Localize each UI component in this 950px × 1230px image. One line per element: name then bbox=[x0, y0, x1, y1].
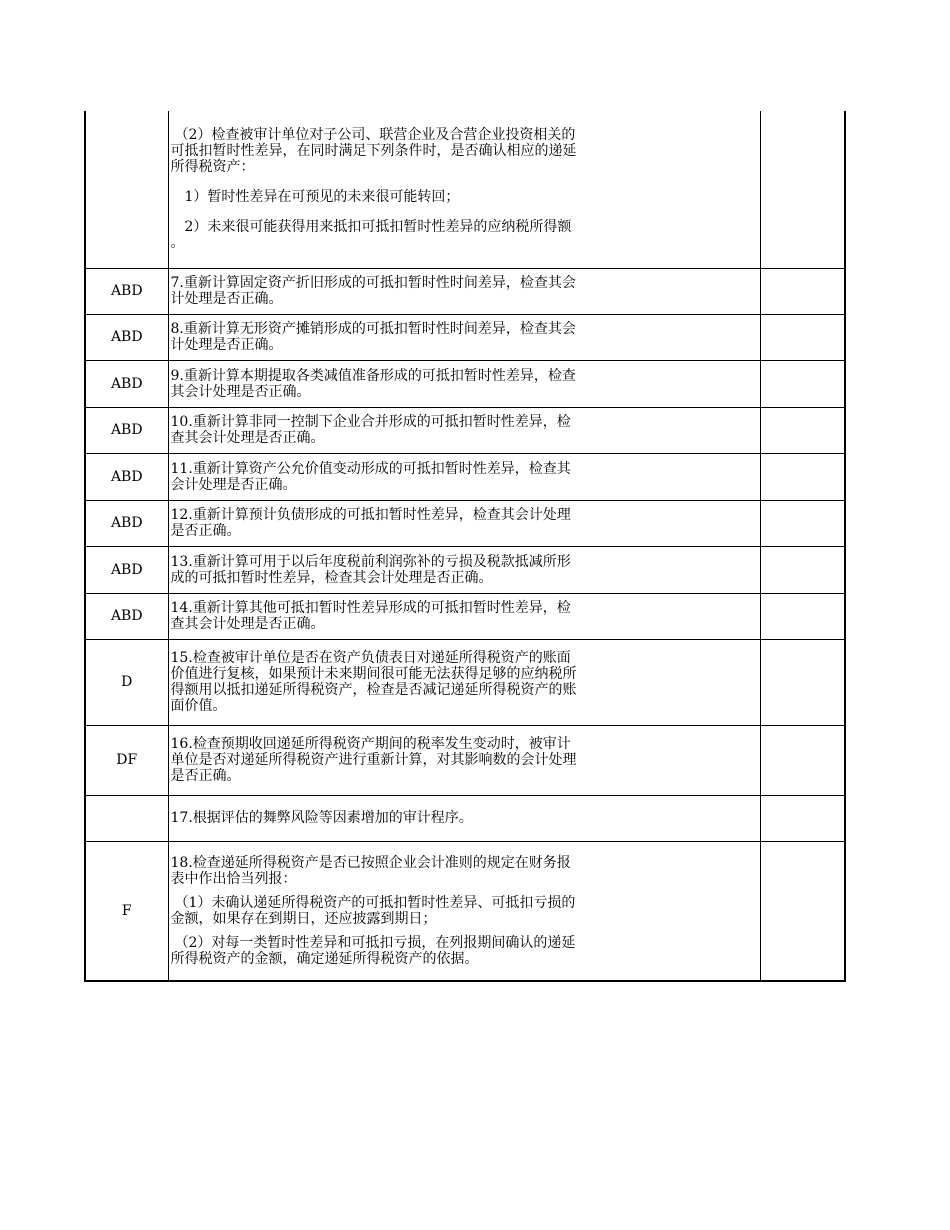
procedure-line: （1）未确认递延所得税资产的可抵扣暂时性差异、可抵扣亏损的 bbox=[174, 894, 576, 911]
procedure-cell bbox=[168, 314, 760, 360]
objective-cell: ABD bbox=[85, 546, 168, 593]
objective-cell: ABD bbox=[85, 593, 168, 639]
procedure-cell bbox=[168, 111, 760, 268]
procedure-line: 1）暂时性差异在可预见的未来很可能转回； bbox=[184, 189, 460, 206]
table-row bbox=[85, 500, 845, 546]
procedure-line: 计处理是否正确。 bbox=[170, 337, 283, 353]
table-row bbox=[85, 111, 845, 268]
procedure-line: 9.重新计算本期提取各类减值准备形成的可抵扣暂时性差异，检查 bbox=[170, 367, 576, 384]
reference-cell bbox=[760, 725, 845, 795]
reference-cell bbox=[760, 546, 845, 593]
procedure-line: 18.检查递延所得税资产是否已按照企业会计准则的规定在财务报 bbox=[170, 854, 571, 871]
table-row bbox=[85, 639, 845, 725]
objective-cell: F bbox=[85, 841, 168, 981]
procedure-line: 金额，如果存在到期日，还应披露到期日； bbox=[170, 910, 437, 927]
objective-cell: D bbox=[85, 639, 168, 725]
table-row bbox=[85, 795, 845, 841]
objective-cell: ABD bbox=[85, 500, 168, 546]
procedure-cell bbox=[168, 500, 760, 546]
table-row bbox=[85, 314, 845, 360]
table-row bbox=[85, 453, 845, 500]
procedure-cell bbox=[168, 407, 760, 453]
objective-cell: ABD bbox=[85, 407, 168, 453]
procedure-line: 13.重新计算可用于以后年度税前利润弥补的亏损及税款抵减所形 bbox=[170, 553, 571, 570]
reference-cell bbox=[760, 314, 845, 360]
procedure-line: 14.重新计算其他可抵扣暂时性差异形成的可抵扣暂时性差异，检 bbox=[170, 600, 571, 616]
procedure-cell bbox=[168, 795, 760, 841]
procedure-line: 15.检查被审计单位是否在资产负债表日对递延所得税资产的账面 bbox=[170, 650, 571, 666]
procedure-cell bbox=[168, 360, 760, 407]
procedure-line: 所得税资产的金额，确定递延所得税资产的依据。 bbox=[170, 950, 479, 967]
objective-cell: ABD bbox=[85, 268, 168, 314]
procedure-line: 其会计处理是否正确。 bbox=[170, 383, 311, 400]
procedure-cell bbox=[168, 593, 760, 639]
table-row bbox=[85, 841, 845, 981]
table-row bbox=[85, 407, 845, 453]
reference-cell bbox=[760, 268, 845, 314]
table-row bbox=[85, 593, 845, 639]
reference-cell bbox=[760, 500, 845, 546]
procedure-line: 。 bbox=[170, 235, 185, 252]
procedure-line: 计处理是否正确。 bbox=[170, 291, 283, 307]
procedure-line: 价值进行复核，如果预计未来期间很可能无法获得足够的应纳税所 bbox=[170, 666, 577, 682]
procedure-line: （2）检查被审计单位对子公司、联营企业及合营企业投资相关的 bbox=[174, 127, 576, 144]
procedure-line: 成的可抵扣暂时性差异，检查其会计处理是否正确。 bbox=[170, 569, 493, 586]
procedure-line: 所得税资产： bbox=[170, 159, 255, 176]
objective-cell: DF bbox=[85, 725, 168, 795]
procedure-cell bbox=[168, 453, 760, 500]
objective-cell bbox=[85, 795, 168, 841]
table-row bbox=[85, 360, 845, 407]
objective-cell: ABD bbox=[85, 453, 168, 500]
procedure-line: 10.重新计算非同一控制下企业合并形成的可抵扣暂时性差异，检 bbox=[170, 414, 571, 430]
table-row bbox=[85, 725, 845, 795]
procedure-line: 会计处理是否正确。 bbox=[170, 476, 297, 493]
objective-cell: ABD bbox=[85, 360, 168, 407]
reference-cell bbox=[760, 593, 845, 639]
procedure-cell bbox=[168, 725, 760, 795]
procedure-line: 16.检查预期收回递延所得税资产期间的税率发生变动时，被审计 bbox=[170, 736, 571, 752]
procedure-line: 表中作出恰当列报： bbox=[170, 870, 297, 887]
procedure-line: 11.重新计算资产公允价值变动形成的可抵扣暂时性差异，检查其 bbox=[170, 460, 571, 477]
procedure-cell bbox=[168, 841, 760, 981]
procedure-line: 得额用以抵扣递延所得税资产，检查是否减记递延所得税资产的账 bbox=[170, 682, 577, 698]
procedure-line: 是否正确。 bbox=[170, 523, 241, 539]
procedure-line: 可抵扣暂时性差异，在同时满足下列条件时，是否确认相应的递延 bbox=[170, 143, 577, 160]
procedure-line: 7.重新计算固定资产折旧形成的可抵扣暂时性时间差异，检查其会 bbox=[170, 275, 576, 291]
procedure-line: 8.重新计算无形资产摊销形成的可抵扣暂时性时间差异，检查其会 bbox=[170, 321, 576, 337]
reference-cell bbox=[760, 453, 845, 500]
reference-cell bbox=[760, 407, 845, 453]
procedure-line: 17.根据评估的舞弊风险等因素增加的审计程序。 bbox=[170, 810, 473, 826]
procedure-line: 面价值。 bbox=[170, 698, 227, 714]
audit-procedures-table bbox=[84, 111, 846, 982]
reference-cell bbox=[760, 639, 845, 725]
table-row bbox=[85, 546, 845, 593]
procedure-cell bbox=[168, 639, 760, 725]
reference-cell bbox=[760, 841, 845, 981]
procedure-line: 2）未来很可能获得用来抵扣可抵扣暂时性差异的应纳税所得额 bbox=[184, 219, 572, 236]
procedure-line: 是否正确。 bbox=[170, 768, 241, 784]
objective-cell: ABD bbox=[85, 314, 168, 360]
procedure-line: 单位是否对递延所得税资产进行重新计算，对其影响数的会计处理 bbox=[170, 752, 577, 768]
procedure-cell bbox=[168, 268, 760, 314]
reference-cell bbox=[760, 111, 845, 268]
objective-cell bbox=[85, 111, 168, 268]
procedure-line: （2）对每一类暂时性差异和可抵扣亏损，在列报期间确认的递延 bbox=[174, 934, 576, 951]
procedure-cell bbox=[168, 546, 760, 593]
procedure-line: 12.重新计算预计负债形成的可抵扣暂时性差异，检查其会计处理 bbox=[170, 507, 571, 523]
procedure-line: 查其会计处理是否正确。 bbox=[170, 616, 325, 632]
procedure-line: 查其会计处理是否正确。 bbox=[170, 430, 325, 446]
table-row bbox=[85, 268, 845, 314]
reference-cell bbox=[760, 360, 845, 407]
reference-cell bbox=[760, 795, 845, 841]
